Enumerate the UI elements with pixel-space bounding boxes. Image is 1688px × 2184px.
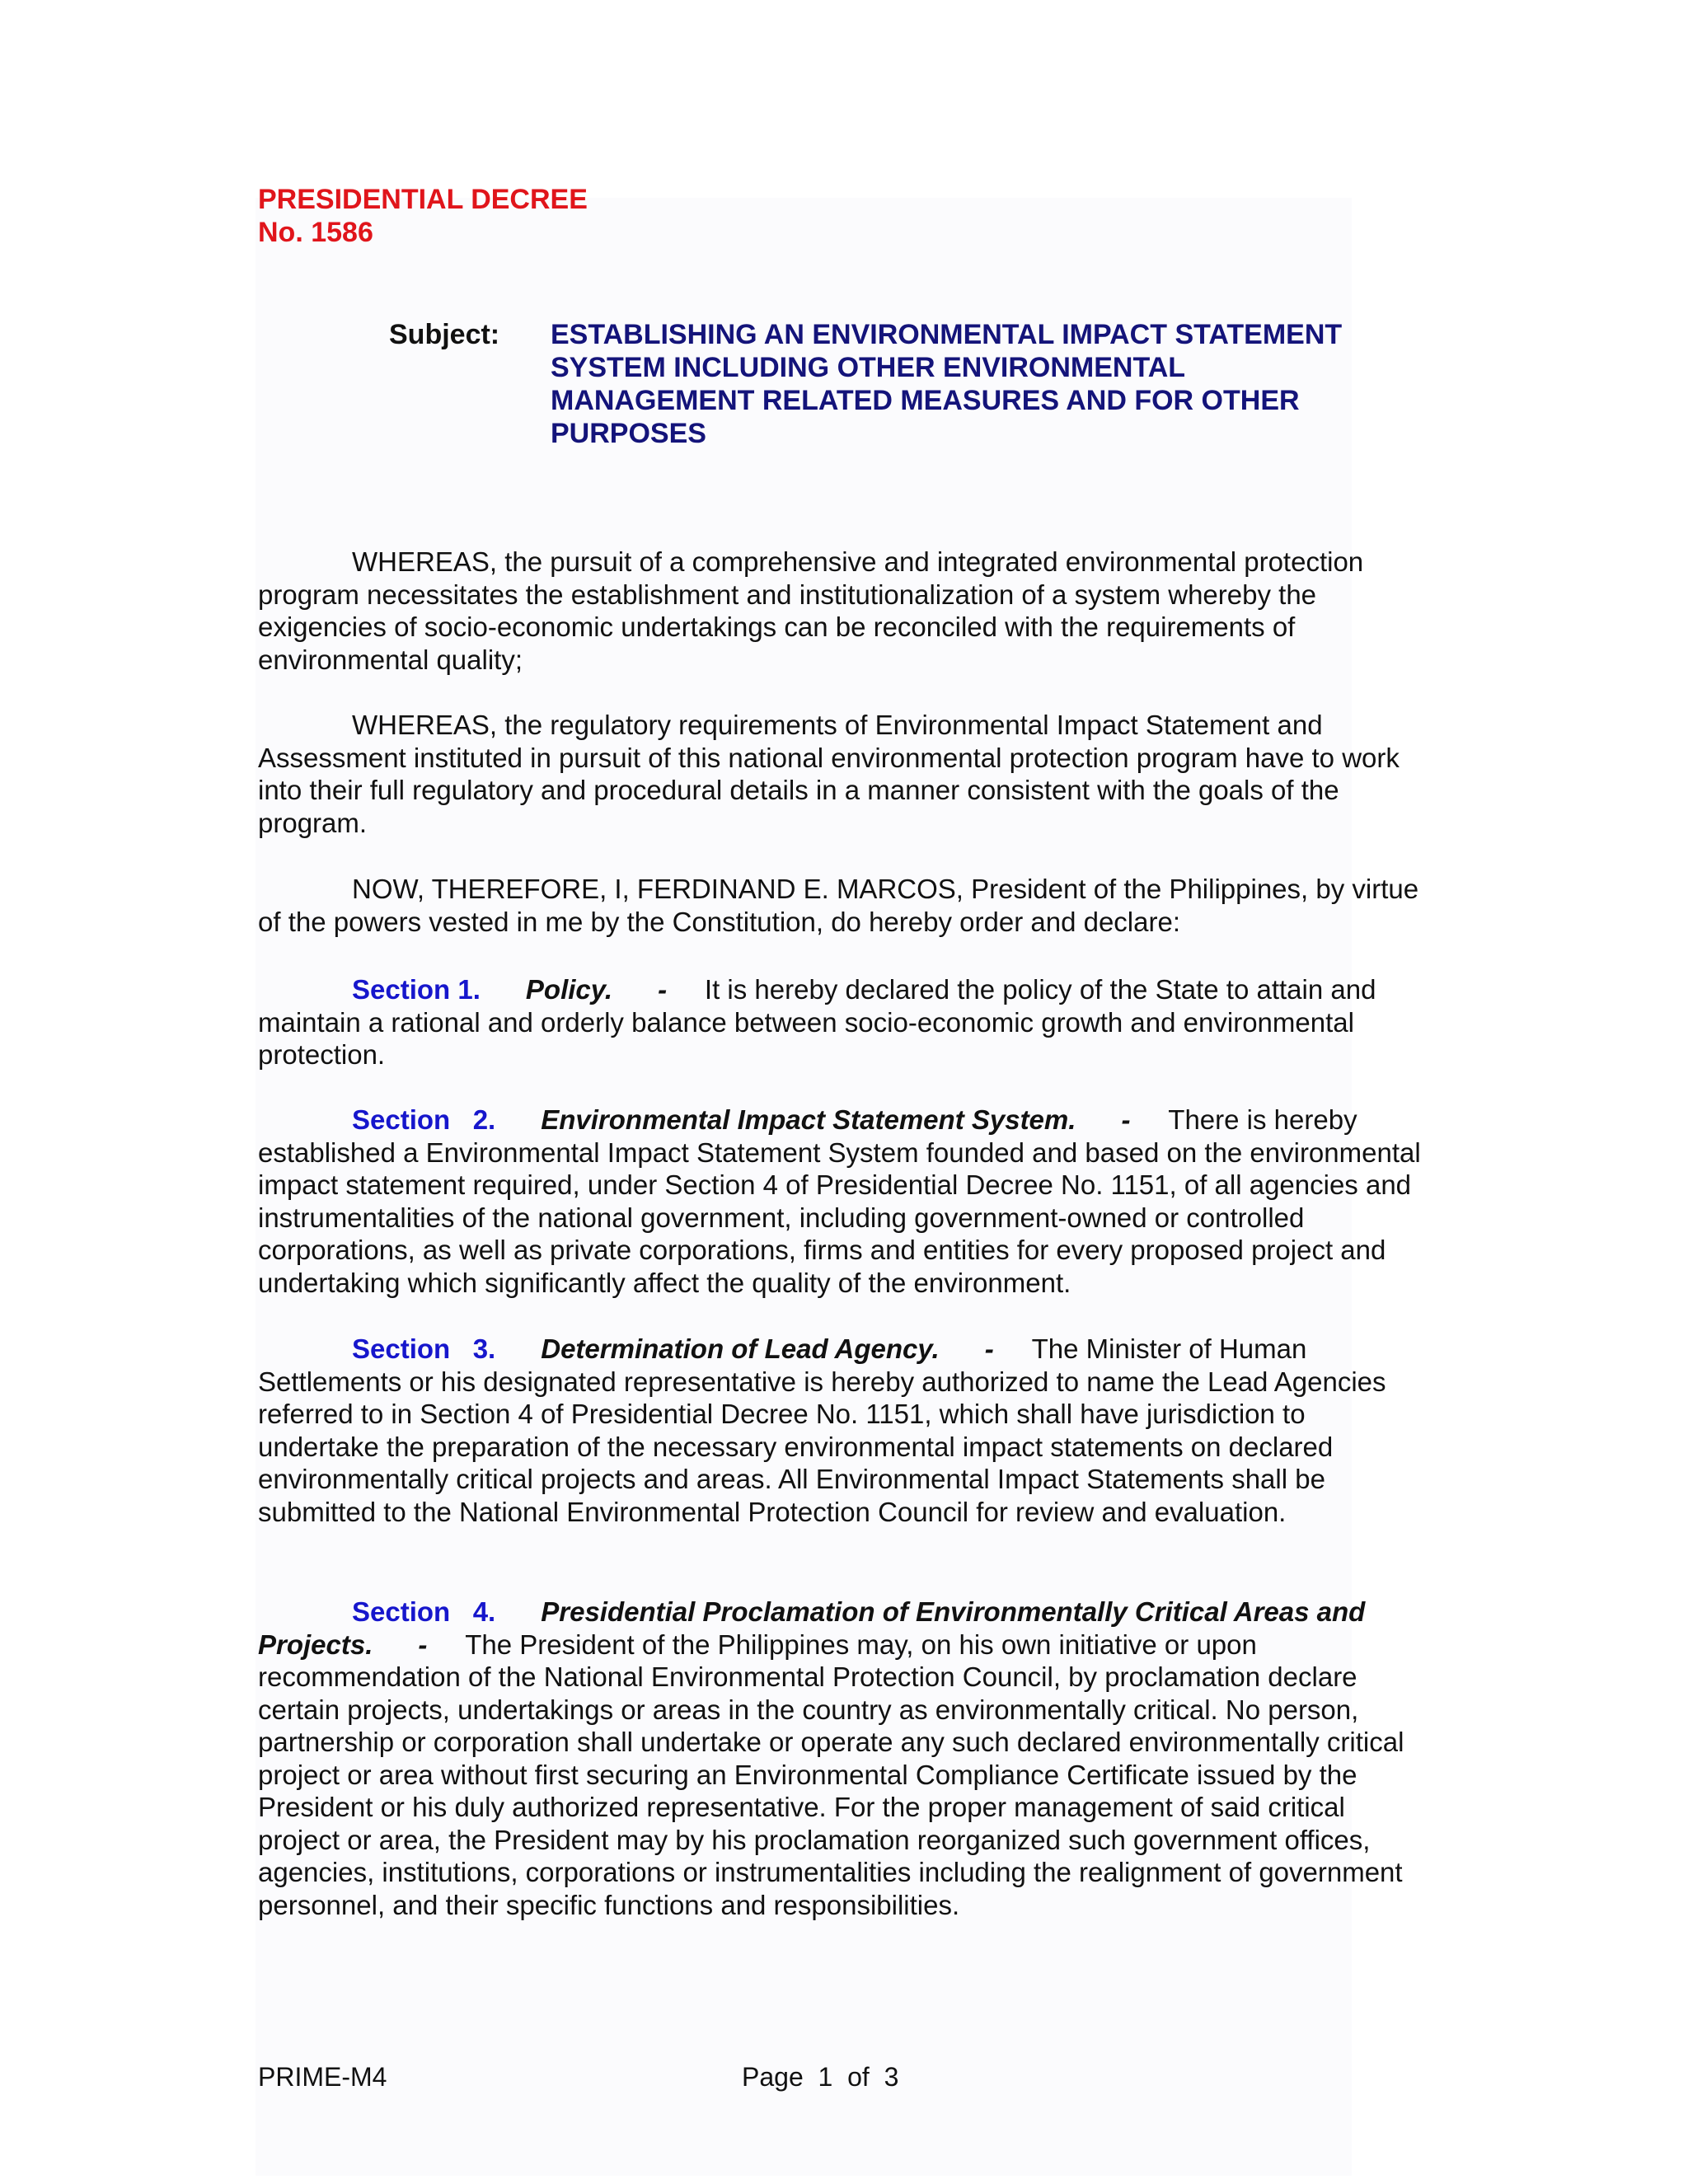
now-therefore-paragraph: NOW, THEREFORE, I, FERDINAND E. MARCOS, President of the Philippines, by virtue of the powers vested in me by the Constitution, do hereby order and declare: (258, 874, 1419, 937)
section-4-dash: - (418, 1629, 428, 1660)
section-4-text: The President of the Philippines may, on his own initiative or upon recommendation of the National Environmental Protection Council, by proclamation declare certain projects, undertakings or areas in the country as environmentally critical. No person, partnership or corporation shall undertake or operate any such declared environmentally critical project or area without first securing an Environmental Compliance Certificate issued by the President or his duly authorized representative. For the proper management of said critical project or area, the President may by his proclamation reorganized such government offices, agencies, institutions, corporations or instrumentalities including the realignment of government personnel, and their specific functions and responsibilities. (258, 1629, 1404, 1920)
section-3-title: Determination of Lead Agency. (541, 1333, 940, 1364)
section-4-title: Presidential Proclamation of Environmentally Critical Areas and Projects. (258, 1596, 1366, 1660)
section-2-label: Section 2. (352, 1104, 496, 1135)
section-1-dash: - (658, 974, 668, 1005)
section-2-title: Environmental Impact Statement System. (541, 1104, 1076, 1135)
subject-line: PURPOSES (551, 418, 706, 449)
whereas-paragraph-1: WHEREAS, the pursuit of a comprehensive and integrated environmental protection program necessitates the establishment and institutionalization of a system whereby the exigencies of socio-economic undertakings can be reconciled with the requirements of environmental quality; (258, 546, 1364, 675)
subject-line: MANAGEMENT RELATED MEASURES AND FOR OTHER (551, 385, 1300, 416)
footer-document-code: PRIME-M4 (258, 2062, 387, 2092)
section-1-label: Section 1. (352, 974, 481, 1005)
section-4-paragraph (258, 1596, 1428, 1921)
section-2-dash: - (1121, 1104, 1131, 1135)
decree-number: No. 1586 (258, 217, 373, 248)
section-1-paragraph (258, 973, 1428, 1071)
footer-page-number: Page 1 of 3 (742, 2062, 899, 2092)
section-4-label: Section 4. (352, 1596, 496, 1627)
section-1-text: It is hereby declared the policy of the State to attain and maintain a rational and orderly balance between socio-economic growth and environmental protection. (258, 974, 1376, 1070)
subject-text (551, 318, 1408, 450)
section-3-paragraph (258, 1333, 1428, 1528)
subject-line: ESTABLISHING AN ENVIRONMENTAL IMPACT STATEMENT (551, 319, 1343, 350)
subject-label: Subject: (389, 319, 500, 350)
subject-line: SYSTEM INCLUDING OTHER ENVIRONMENTAL (551, 352, 1186, 383)
section-3-text: The Minister of Human Settlements or his designated representative is hereby authorized to name the Lead Agencies referred to in Section 4 of Presidential Decree No. 1151, which shall have jurisdiction to undertake the preparation of the necessary environmental impact statements on declared environmentally critical projects and areas. All Environmental Impact Statements shall be submitted to the National Environmental Protection Council for review and evaluation. (258, 1333, 1386, 1527)
section-3-dash: - (984, 1333, 994, 1364)
section-3-label: Section 3. (352, 1333, 496, 1364)
decree-title-line-1: PRESIDENTIAL DECREE (258, 184, 588, 215)
section-2-paragraph (258, 1104, 1428, 1299)
decree-title (258, 183, 588, 249)
section-1-title: Policy. (525, 974, 613, 1005)
section-2-text: There is hereby established a Environmental Impact Statement System founded and based on the environmental impact statement required, under Section 4 of Presidential Decree No. 1151, of all agencies and instrumentalities of the national government, including government-owned or controlled corporations, as well as private corporations, firms and entities for every proposed project and undertaking which significantly affect the quality of the environment. (258, 1104, 1421, 1298)
whereas-paragraph-2: WHEREAS, the regulatory requirements of Environmental Impact Statement and Assessment instituted in pursuit of this national environmental protection program have to work into their full regulatory and procedural details in a manner consistent with the goals of the program. (258, 710, 1400, 838)
